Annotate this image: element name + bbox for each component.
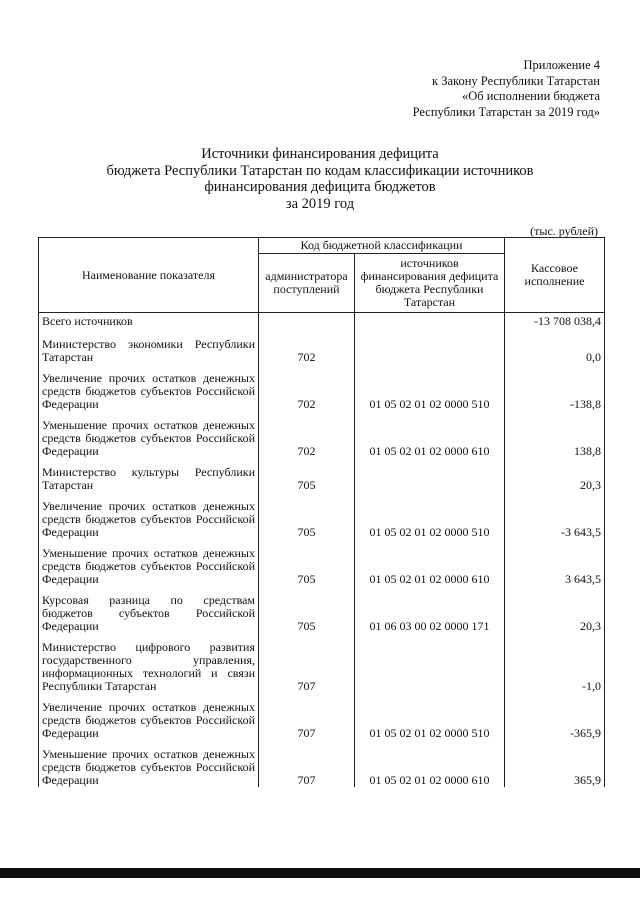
- row-admin: 705: [259, 594, 355, 633]
- row-admin: 707: [259, 641, 355, 693]
- row-code: 01 05 02 01 02 0000 610: [355, 547, 505, 586]
- table-row: [39, 748, 605, 787]
- row-code: [355, 466, 505, 492]
- units-label: (тыс. рублей): [530, 224, 598, 238]
- row-code: [355, 313, 505, 331]
- row-name: Увеличение прочих остатков денежных средств бюджетов субъектов Российской Федерации: [39, 372, 259, 411]
- row-code: 01 05 02 01 02 0000 610: [355, 748, 505, 787]
- row-admin: 705: [259, 500, 355, 539]
- sources-table: [38, 237, 605, 787]
- table-row: [39, 594, 605, 633]
- row-amount: 365,9: [505, 748, 605, 787]
- row-admin: 702: [259, 419, 355, 458]
- row-code: [355, 338, 505, 364]
- row-name: Всего источников: [39, 313, 259, 331]
- row-code: 01 06 03 00 02 0000 171: [355, 594, 505, 633]
- row-amount: 20,3: [505, 466, 605, 492]
- row-name: Уменьшение прочих остатков денежных средств бюджетов субъектов Российской Федерации: [39, 419, 259, 458]
- row-name: Увеличение прочих остатков денежных средств бюджетов субъектов Российской Федерации: [39, 500, 259, 539]
- row-amount: 0,0: [505, 338, 605, 364]
- row-name: Министерство культуры Республики Татарстан: [39, 466, 259, 492]
- row-amount: -365,9: [505, 701, 605, 740]
- appendix-line: «Об исполнении бюджета: [461, 89, 600, 103]
- row-name: Уменьшение прочих остатков денежных средств бюджетов субъектов Российской Федерации: [39, 748, 259, 787]
- row-amount: -138,8: [505, 372, 605, 411]
- row-admin: [259, 313, 355, 331]
- title-line: Источники финансирования дефицита: [201, 146, 439, 162]
- document-title: [40, 146, 600, 212]
- header-code-group: Код бюджетной классификации: [259, 238, 505, 254]
- row-amount: -1,0: [505, 641, 605, 693]
- appendix-line: к Закону Республики Татарстан: [432, 73, 600, 88]
- title-line: за 2019 год: [285, 195, 355, 212]
- title-line: бюджета Республики Татарстан по кодам классификации источников: [106, 162, 534, 179]
- header-admin: администратора поступлений: [259, 254, 355, 313]
- row-amount: 3 643,5: [505, 547, 605, 586]
- row-name: Министерство экономики Республики Татарстан: [39, 338, 259, 364]
- row-name: Министерство цифрового развития государственного управления, информационных технологий и связи Республики Татарстан: [39, 641, 259, 693]
- appendix-line: Приложение 4: [523, 58, 600, 72]
- row-admin: 707: [259, 748, 355, 787]
- header-source: источников финансирования дефицита бюджета Республики Татарстан: [355, 254, 505, 313]
- row-amount: -3 643,5: [505, 500, 605, 539]
- title-line: финансирования дефицита бюджетов: [204, 179, 436, 195]
- row-admin: 705: [259, 547, 355, 586]
- table-row: [39, 338, 605, 364]
- table-row: [39, 372, 605, 411]
- header-name: Наименование показателя: [39, 238, 259, 313]
- table-row: [39, 701, 605, 740]
- row-amount: 20,3: [505, 594, 605, 633]
- row-admin: 707: [259, 701, 355, 740]
- row-amount: 138,8: [505, 419, 605, 458]
- row-code: 01 05 02 01 02 0000 510: [355, 701, 505, 740]
- appendix-block: [340, 58, 600, 120]
- row-admin: 702: [259, 372, 355, 411]
- table-body: [39, 313, 605, 788]
- row-code: 01 05 02 01 02 0000 510: [355, 372, 505, 411]
- table-row: [39, 500, 605, 539]
- appendix-line: Республики Татарстан за 2019 год»: [412, 104, 600, 119]
- table-row: [39, 641, 605, 693]
- row-code: [355, 641, 505, 693]
- table-row: [39, 466, 605, 492]
- row-admin: 702: [259, 338, 355, 364]
- row-name: Курсовая разница по средствам бюджетов субъектов Российской Федерации: [39, 594, 259, 633]
- row-admin: 705: [259, 466, 355, 492]
- row-name: Увеличение прочих остатков денежных средств бюджетов субъектов Российской Федерации: [39, 701, 259, 740]
- row-name: Уменьшение прочих остатков денежных средств бюджетов субъектов Российской Федерации: [39, 547, 259, 586]
- table-row: [39, 419, 605, 458]
- row-amount: -13 708 038,4: [505, 313, 605, 331]
- scan-edge-bar: [0, 868, 640, 878]
- table-row: [39, 547, 605, 586]
- row-code: 01 05 02 01 02 0000 610: [355, 419, 505, 458]
- row-code: 01 05 02 01 02 0000 510: [355, 500, 505, 539]
- header-amount: Кассовое исполнение: [505, 238, 605, 313]
- table-row-total: [39, 313, 605, 331]
